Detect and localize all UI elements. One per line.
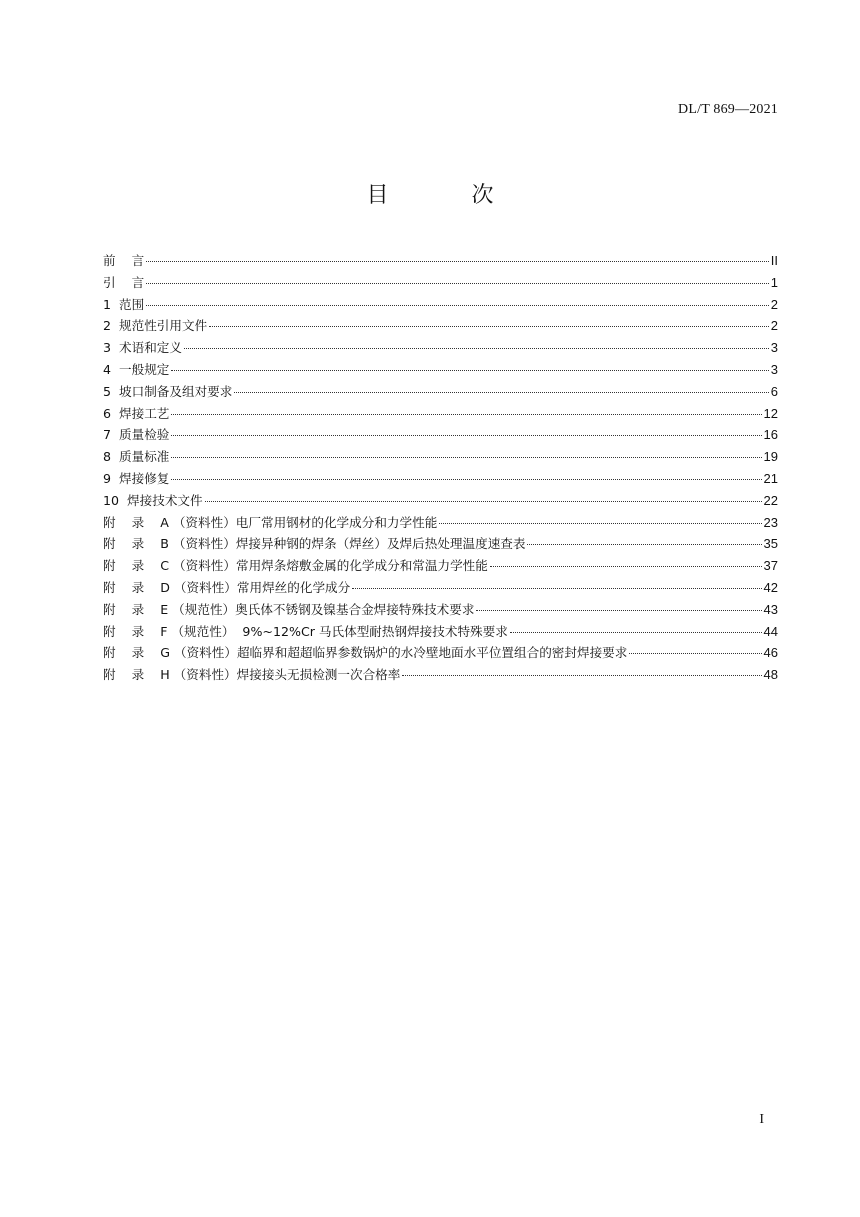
- toc-entry-appendix-b[interactable]: [103, 533, 778, 555]
- page-title: 目 次: [366, 183, 532, 208]
- toc-entry-appendix-c[interactable]: [103, 555, 778, 577]
- toc-leader-dots: [146, 283, 769, 284]
- toc-entry-label: 附 录 B （资料性）焊接异种钢的焊条（焊丝）及焊后热处理温度速查表: [103, 536, 526, 552]
- toc-entry-label: 附 录 E （规范性）奥氏体不锈钢及镍基合金焊接特殊技术要求: [103, 601, 475, 617]
- toc-leader-dots: [490, 566, 762, 567]
- toc-entry-page: 16: [763, 427, 778, 443]
- toc-entry-appendix-f[interactable]: [103, 621, 778, 643]
- toc-entry-label: 附 录 F （规范性） 9%~12%Cr 马氏体型耐热钢焊接技术特殊要求: [103, 623, 508, 639]
- toc-leader-dots: [209, 326, 769, 327]
- toc-leader-dots: [629, 653, 761, 654]
- toc-entry-page: 35: [763, 536, 778, 552]
- toc-entry-page: II: [770, 253, 778, 268]
- document-code: DL/T 869—2021: [678, 102, 778, 117]
- toc-entry-page: 3: [770, 340, 778, 356]
- toc-entry-page: 2: [770, 296, 778, 312]
- toc-entry-label: 4 一般规定: [103, 361, 170, 377]
- toc-entry-section-10[interactable]: [103, 490, 778, 512]
- page-number: I: [759, 1112, 764, 1127]
- toc-entry-page: 2: [770, 318, 778, 334]
- toc-leader-dots: [205, 501, 762, 502]
- toc-entry-page: 23: [763, 514, 778, 530]
- toc-entry-page: 37: [763, 558, 778, 574]
- toc-entry-label: 附 录 A （资料性）电厂常用钢材的化学成分和力学性能: [103, 514, 438, 530]
- toc-leader-dots: [171, 457, 761, 458]
- toc-entry-appendix-e[interactable]: [103, 599, 778, 621]
- toc-entry-section-4[interactable]: [103, 359, 778, 381]
- toc-leader-dots: [184, 348, 769, 349]
- toc-entry-section-1[interactable]: [103, 294, 778, 316]
- toc-entry-label: 引 言: [103, 274, 145, 290]
- toc-entry-label: 附 录 C （资料性）常用焊条熔敷金属的化学成分和常温力学性能: [103, 558, 488, 574]
- toc-entry-label: 9 焊接修复: [103, 470, 170, 486]
- toc-entry-appendix-a[interactable]: [103, 512, 778, 534]
- toc-entry-label: 附 录 G （资料性）超临界和超超临界参数锅炉的水冷壁地面水平位置组合的密封焊接要求: [103, 645, 628, 661]
- toc-entry-page: 42: [763, 579, 778, 595]
- toc-entry-page: 48: [763, 667, 778, 683]
- toc-entry-section-9[interactable]: [103, 468, 778, 490]
- toc-entry-label: 2 规范性引用文件: [103, 318, 208, 334]
- toc-leader-dots: [439, 523, 761, 524]
- toc-entry-section-2[interactable]: [103, 315, 778, 337]
- toc-leader-dots: [171, 435, 761, 436]
- toc-entry-appendix-d[interactable]: [103, 577, 778, 599]
- toc-entry-appendix-g[interactable]: [103, 642, 778, 664]
- toc-leader-dots: [146, 261, 769, 262]
- toc-entry-label: 1 范围: [103, 296, 145, 312]
- table-of-contents: [103, 250, 778, 686]
- toc-entry-label: 6 焊接工艺: [103, 405, 170, 421]
- toc-entry-label: 附 录 D （资料性）常用焊丝的化学成分: [103, 579, 351, 595]
- toc-entry-page: 12: [763, 405, 778, 421]
- toc-leader-dots: [171, 479, 761, 480]
- toc-entry-page: 46: [763, 645, 778, 661]
- toc-entry-page: 44: [763, 623, 778, 639]
- toc-entry-page: 21: [763, 470, 778, 486]
- toc-entry-page: 22: [763, 492, 778, 508]
- toc-entry-section-7[interactable]: [103, 424, 778, 446]
- toc-leader-dots: [527, 544, 761, 545]
- toc-entry-foreword[interactable]: [103, 250, 778, 272]
- toc-entry-section-3[interactable]: [103, 337, 778, 359]
- toc-leader-dots: [402, 675, 761, 676]
- toc-entry-section-5[interactable]: [103, 381, 778, 403]
- toc-leader-dots: [234, 392, 768, 393]
- toc-entry-introduction[interactable]: [103, 272, 778, 294]
- toc-entry-page: 43: [763, 601, 778, 617]
- toc-entry-label: 3 术语和定义: [103, 340, 182, 356]
- toc-entry-label: 7 质量检验: [103, 427, 170, 443]
- toc-entry-label: 8 质量标准: [103, 449, 170, 465]
- toc-entry-appendix-h[interactable]: [103, 664, 778, 686]
- toc-leader-dots: [476, 610, 761, 611]
- toc-leader-dots: [352, 588, 761, 589]
- toc-leader-dots: [146, 305, 769, 306]
- toc-entry-label: 前 言: [103, 253, 145, 268]
- toc-entry-page: 1: [770, 274, 778, 290]
- toc-entry-label: 5 坡口制备及组对要求: [103, 383, 233, 399]
- toc-leader-dots: [171, 414, 761, 415]
- toc-leader-dots: [171, 370, 768, 371]
- toc-entry-section-8[interactable]: [103, 446, 778, 468]
- toc-entry-page: 19: [763, 449, 778, 465]
- toc-entry-label: 附 录 H （资料性）焊接接头无损检测一次合格率: [103, 667, 401, 683]
- toc-entry-section-6[interactable]: [103, 403, 778, 425]
- toc-entry-label: 10 焊接技术文件: [103, 492, 203, 508]
- toc-entry-page: 3: [770, 361, 778, 377]
- toc-entry-page: 6: [770, 383, 778, 399]
- toc-leader-dots: [510, 632, 762, 633]
